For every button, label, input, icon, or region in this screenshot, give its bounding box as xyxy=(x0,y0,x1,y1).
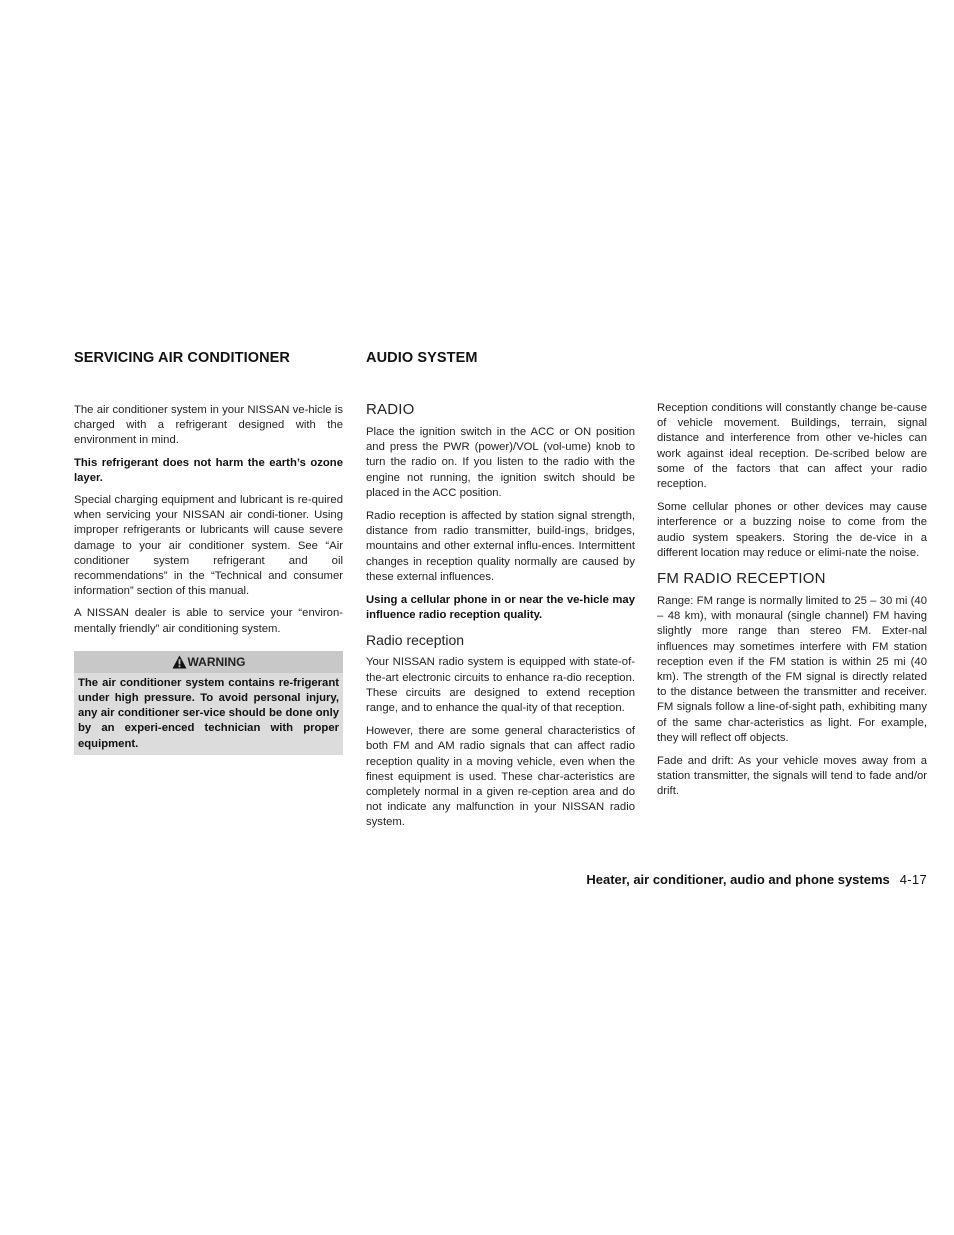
paragraph-ozone-note: This refrigerant does not harm the earth’s ozone layer. xyxy=(74,456,343,484)
subheading-radio: RADIO xyxy=(366,401,415,418)
paragraph-signal-characteristics: However, there are some general characteristics of both FM and AM radio signals that can affect radio reception quality in a moving vehicle, even when the finest equipment is used. These char-acteristics are completely normal in a given re-ception area and do not indicate any malfunction in your NISSAN radio system. xyxy=(366,725,635,829)
paragraph-refrigerant-intro: The air conditioner system in your NISSAN ve-hicle is charged with a refrigerant designed with the environment in mind. xyxy=(74,404,343,447)
column-servicing-air-conditioner xyxy=(74,349,343,755)
footer-chapter-title: Heater, air conditioner, audio and phone systems xyxy=(586,872,890,887)
paragraph-reception-conditions: Reception conditions will constantly change be-cause of vehicle movement. Buildings, terrain, signal distance and interference from other ve-hicles can work against ideal reception. De-scribed below are some of the factors that can affect your radio reception. xyxy=(657,402,927,491)
paragraph-radio-on: Place the ignition switch in the ACC or ON position and press the PWR (power)/VOL (vol-ume) knob to turn the radio on. If you listen to the radio with the engine not running, the ignition switch should be placed in the ACC position. xyxy=(366,426,635,499)
warning-box xyxy=(74,651,343,755)
paragraph-charging-equipment: Special charging equipment and lubricant is re-quired when servicing your NISSAN air condi-tioner. Using improper refrigerants or lubricants will cause severe damage to your air conditioner system. See “Air conditioner system refrigerant and oil recommendations” in the “Technical and consumer information” section of this manual. xyxy=(74,494,343,598)
section-heading-audio-system: AUDIO SYSTEM xyxy=(366,350,478,366)
column-reception-conditions xyxy=(657,401,927,800)
warning-header xyxy=(74,651,343,673)
paragraph-fade-drift: Fade and drift: As your vehicle moves away from a station transmitter, the signals will tend to fade and/or drift. xyxy=(657,755,927,798)
paragraph-cellular-note: Using a cellular phone in or near the ve-hicle may influence radio reception quality. xyxy=(366,594,635,622)
warning-title: WARNING xyxy=(187,654,246,669)
column-audio-system xyxy=(366,349,635,831)
paragraph-radio-circuits: Your NISSAN radio system is equipped with state-of-the-art electronic circuits to enhance ra-dio reception. These circuits are designed to extend reception range, and to enhance the qual-ity of that reception. xyxy=(366,656,635,715)
warning-triangle-icon xyxy=(172,655,187,669)
page-number: 4-17 xyxy=(899,872,927,887)
paragraph-cellular-interference: Some cellular phones or other devices may cause interference or a buzzing noise to come from the audio system speakers. Storing the de-vice in a different location may reduce or elimi-nate the noise. xyxy=(657,501,927,559)
paragraph-radio-affected: Radio reception is affected by station signal strength, distance from radio transmitter, build-ings, bridges, mountains and other external influ-ences. Intermittent changes in reception quality normally are caused by these external influences. xyxy=(366,510,635,583)
paragraph-fm-range: Range: FM range is normally limited to 25 – 30 mi (40 – 48 km), with monaural (single channel) FM having slightly more range than stereo FM. Exter-nal influences may sometimes interfere with FM station reception even if the FM station is within 25 mi (40 km). The strength of the FM signal is directly related to the distance between the transmitter and receiver. FM signals follow a line-of-sight path, exhibiting many of the same char-acteristics as light. For example, they will reflect off objects. xyxy=(657,595,927,744)
section-heading-servicing-air-conditioner: SERVICING AIR CONDITIONER xyxy=(74,350,290,366)
page-footer xyxy=(480,872,927,888)
warning-text: The air conditioner system contains re-frigerant under high pressure. To avoid personal injury, any air conditioner ser-vice should be done only by an experi-enced technician with proper equipment. xyxy=(78,676,339,750)
subheading-radio-reception: Radio reception xyxy=(366,632,465,649)
subheading-fm-radio-reception: FM RADIO RECEPTION xyxy=(657,570,826,588)
paragraph-dealer-service: A NISSAN dealer is able to service your “environ-mentally friendly” air conditioning system. xyxy=(74,607,343,635)
